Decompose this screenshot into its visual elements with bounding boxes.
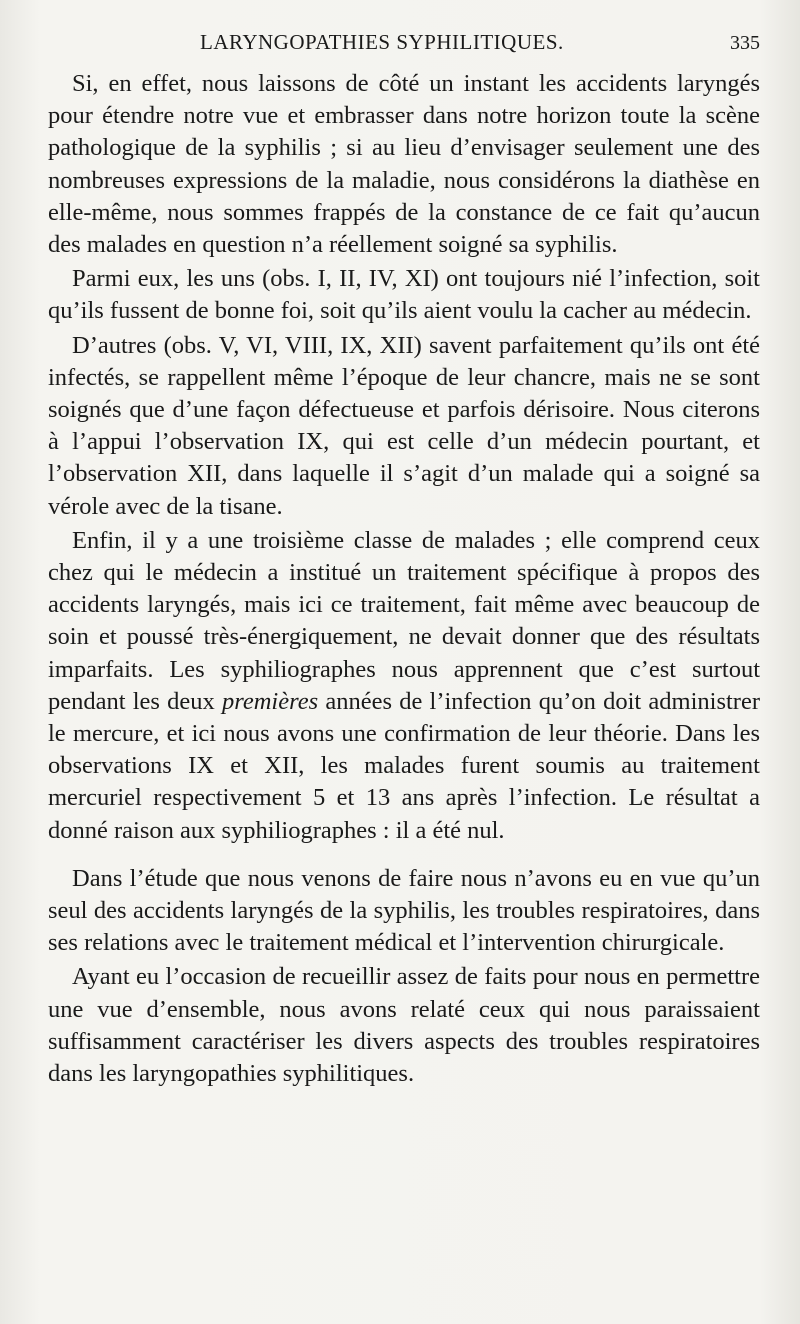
running-title: LARYNGOPATHIES SYPHILITIQUES. xyxy=(200,30,564,54)
paragraph-3: D’autres (obs. V, VI, VIII, IX, XII) savent parfaitement qu’ils ont été infectés, se rappellent même l’époque de leur chancre, mais ne se sont soignés que d’une façon défectueuse et parfois dérisoire. Nous citerons à l’appui l’observation IX, qui est celle d’un médecin pourtant, et l’observation XII, dans laquelle il s’agit d’un malade qui a soigné sa vérole avec de la tisane. xyxy=(48,331,760,520)
paragraph-4 xyxy=(48,525,760,847)
paragraph-6: Ayant eu l’occasion de recueillir assez de faits pour nous en permettre une vue d’ensemble, nous avons relaté ceux qui nous paraissaient suffisamment caractériser les divers aspects des troubles respiratoires dans les laryngopathies syphilitiques. xyxy=(48,963,760,1088)
paragraph-2: Parmi eux, les uns (obs. I, II, IV, XI) ont toujours nié l’infection, soit qu’ils fussent de bonne foi, soit qu’ils aient voulu la cacher au médecin. xyxy=(48,265,760,325)
page-number: 335 xyxy=(730,32,760,54)
paragraph-4-part-1: Enfin, il y a une troisième classe de malades ; elle comprend ceux chez qui le médecin a institué un traitement spécifique à propos des accidents laryngés, mais ici ce traitement, fait même avec beaucoup de soin et poussé très-énergiquement, ne devait donner que des résultats imparfaits. Les syphiliographes nous apprennent que c’est surtout pendant les deux xyxy=(48,526,760,715)
emphasis-premieres: premières xyxy=(221,687,319,715)
paragraph-4-part-2: années de l’infection qu’on doit administrer le mercure, et ici nous avons une confirmation de leur théorie. Dans les observations IX et XII, les malades furent soumis au traitement mercuriel respectivement 5 et 13 ans après l’infection. Le résultat a donné raison aux syphiliographes : il a été nul. xyxy=(48,687,760,844)
paragraph-5: Dans l’étude que nous venons de faire nous n’avons eu en vue qu’un seul des accidents laryngés de la syphilis, les troubles respiratoires, dans ses relations avec le traitement médical et l’intervention chirurgicale. xyxy=(48,864,760,957)
section-gap xyxy=(48,847,760,863)
body-text xyxy=(48,68,760,1090)
paragraph-1: Si, en effet, nous laissons de côté un instant les accidents laryngés pour étendre notre vue et embrasser dans notre horizon toute la scène pathologique de la syphilis ; si au lieu d’envisager seulement une des nombreuses expressions de la maladie, nous considérons la diathèse en elle-même, nous sommes frappés de la constance de ce fait qu’aucun des malades en question n’a réellement soigné sa syphilis. xyxy=(48,70,760,259)
page-header xyxy=(48,30,760,64)
